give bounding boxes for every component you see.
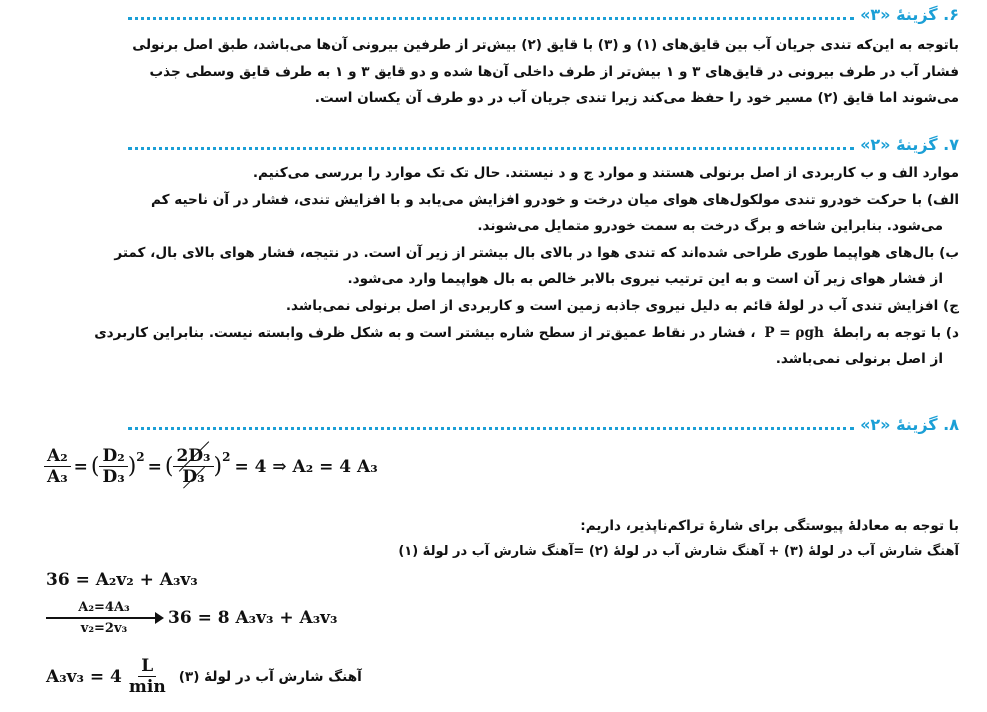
q8-title: ۸. گزینهٔ «۲» xyxy=(860,414,959,434)
q6-dotted-rule xyxy=(128,9,854,20)
q8-dotted-rule xyxy=(128,419,854,430)
unit-fraction xyxy=(126,656,169,697)
diameter-ratio-fraction xyxy=(99,446,127,487)
cancelled-num: 2D₃ xyxy=(173,446,213,467)
q8-flow-equation: 36 = A₂v₂ + A₃v₃ xyxy=(46,570,198,590)
q7-dal-line-2: از اصل برنولی نمی‌باشد. xyxy=(775,351,943,368)
substitution-arrow xyxy=(46,600,162,636)
q7-be-line-1: ب) بال‌های هواپیما طوری طراحی شده‌اند که تندی هوا در بالای بال بیشتر از زیر آن است. در نتیجه، فشار هوای بالای بال، کمتر xyxy=(114,244,959,261)
q7-alef-line-1: الف) با حرکت خودرو تندی مولکول‌های هوای میان درخت و خودرو افزایش می‌یابد و با افزایش تندی، فشار در آن ناحیه کم xyxy=(150,191,959,208)
substituted-equation: 36 = 8 A₃v₃ + A₃v₃ xyxy=(168,608,338,628)
area-ratio-den: A₃ xyxy=(47,467,68,487)
cancelled-den: D₃ xyxy=(179,467,207,487)
area-ratio-fraction xyxy=(44,446,71,487)
q7-header xyxy=(128,132,959,156)
q7-dal-formula: P = ρgh xyxy=(764,324,824,341)
diameter-ratio-den: D₃ xyxy=(102,467,125,487)
arrow-head xyxy=(155,612,164,624)
cancelled-ratio-fraction xyxy=(173,446,213,487)
unit-den: min xyxy=(128,677,166,697)
arrow-condition-bottom: v₂=2v₃ xyxy=(80,621,128,636)
q8-substitution xyxy=(46,600,338,636)
power-2: 2 xyxy=(222,450,231,464)
q7-alef-line-2: می‌شود. بنابراین شاخه و برگ درخت به سمت خودرو متمایل می‌شوند. xyxy=(477,218,943,235)
q7-body xyxy=(40,160,959,373)
arrow-shaft xyxy=(46,617,162,619)
power-1: 2 xyxy=(136,450,145,464)
arrow-condition-top: A₂=4A₃ xyxy=(78,600,130,615)
q8-area-ratio-equation: $\frac{\text{A₂}}{\text{A₃}}$ = ( $\frac{\text{D₂}}{\text{D₃}}$ ) $^2$ = ( $\frac{\text{2D₃}}{\text{D₃}}$ ) $^2$ = 4 ⇒ A₂ = 4 A₃ xyxy=(44,446,378,487)
q7-dal-line-1 xyxy=(40,320,959,347)
final-label: آهنگ شارش آب در لولهٔ (۳) xyxy=(178,668,362,685)
q6-line-1: باتوجه به این‌که تندی جریان آب بین قایق‌های (۱) و (۳) با قایق (۲) بیش‌تر از طرفین بیرونی آن‌ها می‌باشد، طبق اصل برنولی xyxy=(132,37,959,53)
q7-title: ۷. گزینهٔ «۲» xyxy=(860,134,959,154)
unit-num: L xyxy=(138,656,156,677)
q6-header xyxy=(128,2,959,26)
q7-jim: ج) افزایش تندی آب در لولهٔ قائم به دلیل نیروی جاذبه زمین است و کاربردی از اصل برنولی نمی‌باشد. xyxy=(285,297,959,314)
area-ratio-result: = 4 ⇒ A₂ = 4 A₃ xyxy=(234,456,378,477)
q6-title: ۶. گزینهٔ «۳» xyxy=(860,4,959,24)
diameter-ratio-num: D₂ xyxy=(99,446,127,467)
q6-body xyxy=(40,32,959,112)
q6-line-2: فشار آب در طرف بیرونی در قایق‌های ۳ و ۱ بیش‌تر از طرف داخلی آن‌ها شده و دو قایق ۳ و ۱ به طرف قایق وسطی جذب xyxy=(149,63,959,80)
final-lhs: A₃v₃ = 4 xyxy=(46,666,122,687)
q7-be-line-2: از فشار هوای زیر آن است و به این ترتیب نیروی بالابر خالص به بال هواپیما وارد می‌شود. xyxy=(347,271,943,288)
q6-line-3: می‌شوند اما قایق (۲) مسیر خود را حفظ می‌کند زیرا تندی جریان آب در دو طرف آن یکسان است. xyxy=(314,90,959,107)
q7-dal-post: ، فشار در نقاط عمیق‌تر از سطح شاره بیشتر است و به شکل ظرف وابسته نیست. بنابراین کاربردی xyxy=(94,324,756,341)
area-ratio-num: A₂ xyxy=(44,446,71,467)
q7-dal-pre: د) با توجه به رابطهٔ xyxy=(832,324,959,341)
q7-dotted-rule xyxy=(128,139,854,150)
q7-intro: موارد الف و ب کاربردی از اصل برنولی هستند و موارد ج و د نیستند. حال تک تک موارد را بررسی می‌کنیم. xyxy=(252,165,959,181)
q8-continuity-text: با توجه به معادلهٔ پیوستگی برای شارهٔ تراکم‌ناپذیر، داریم: xyxy=(580,518,959,534)
q8-final-equation xyxy=(46,656,362,697)
q8-header xyxy=(128,412,959,436)
q8-flow-text: آهنگ شارش آب در لولهٔ (۳) + آهنگ شارش آب در لولهٔ (۲) =آهنگ شارش آب در لولهٔ (۱) xyxy=(398,544,959,559)
